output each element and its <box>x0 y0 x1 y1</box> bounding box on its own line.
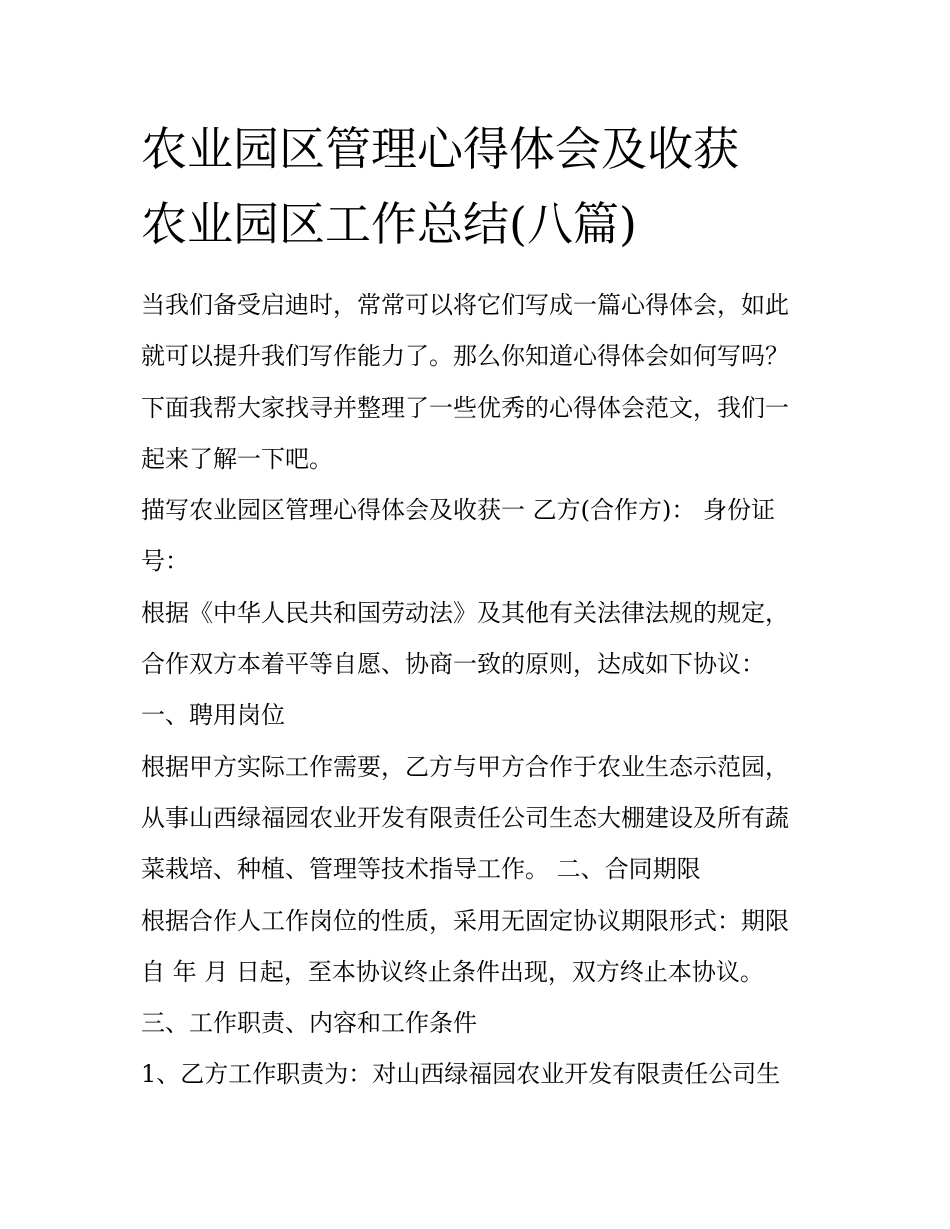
legal-basis-paragraph: 根据《中华人民共和国劳动法》及其他有关法律法规的规定， 合作双方本着平等自愿、协商一致的原则，达成如下协议： <box>141 598 789 679</box>
contract-term-paragraph: 根据合作人工作岗位的性质，采用无固定协议期限形式：期限 自 年 月 日起，至本协议终止条件出现，双方终止本协议。 <box>141 906 789 986</box>
section-heading-position: 一、聘用岗位 <box>141 701 285 730</box>
document-content <box>141 118 821 1101</box>
document-title-line-1: 农业园区管理心得体会及收获 <box>141 122 739 176</box>
section-heading-duties: 三、工作职责、内容和工作条件 <box>141 1009 477 1038</box>
intro-paragraph: 当我们备受启迪时，常常可以将它们写成一篇心得体会，如此 就可以提升我们写作能力了。那么你知道心得体会如何写吗？ 下面我帮大家找寻并整理了一些优秀的心得体会范文，我们一 起来了解一下吧。 <box>141 291 789 473</box>
position-paragraph: 根据甲方实际工作需要，乙方与甲方合作于农业生态示范园， 从事山西绿福园农业开发有限责任公司生态大棚建设及所有蔬 菜栽培、种植、管理等技术指导工作。 二、合同期限 <box>141 752 789 884</box>
document-body <box>141 280 821 1101</box>
party-info-paragraph: 描写农业园区管理心得体会及收获一 乙方(合作方)： 身份证 号： <box>141 496 775 576</box>
duties-paragraph: 1、乙方工作职责为：对山西绿福园农业开发有限责任公司生 <box>141 1060 781 1089</box>
document-title-line-2: 农业园区工作总结(八篇) <box>141 197 637 251</box>
